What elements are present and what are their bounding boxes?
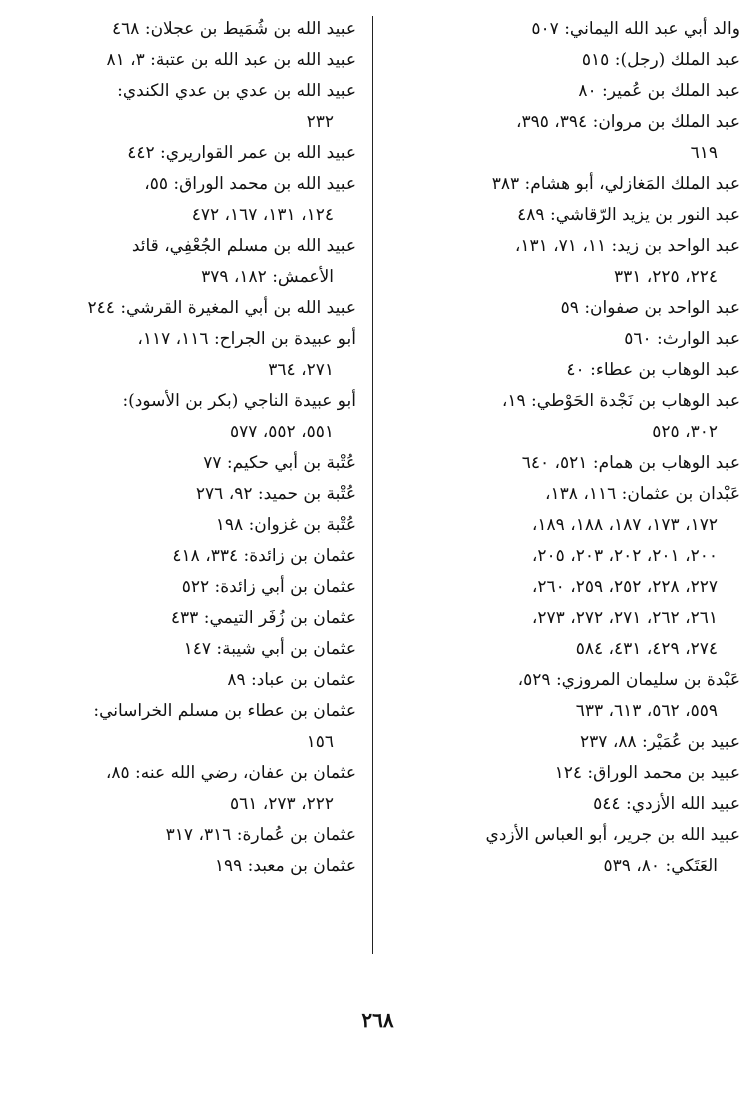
entry-continuation-line: ١٥٦ bbox=[306, 732, 334, 752]
entry-line: أبو عبيدة بن الجراح: ١١٦، ١١٧، bbox=[137, 329, 356, 349]
entry-line: عبيد الله الأزدي: ٥٤٤ bbox=[593, 794, 740, 814]
index-entry bbox=[78, 138, 356, 169]
index-entry bbox=[388, 76, 740, 107]
entry-line: عبيد الله بن محمد الوراق: ٥٥، bbox=[144, 174, 356, 194]
index-entry bbox=[78, 634, 356, 665]
column-divider bbox=[372, 16, 373, 954]
entry-line: والد أبي عبد الله اليماني: ٥٠٧ bbox=[531, 19, 740, 39]
index-entry bbox=[78, 820, 356, 851]
entry-line: عبد النور بن يزيد الرّقاشي: ٤٨٩ bbox=[517, 205, 740, 225]
entry-line: عُتْبة بن غزوان: ١٩٨ bbox=[215, 515, 356, 535]
index-entry bbox=[78, 448, 356, 479]
entry-line: عبد الملك بن عُمير: ٨٠ bbox=[578, 81, 740, 101]
entry-line: عبيد الله بن عمر القواريري: ٤٤٢ bbox=[127, 143, 356, 163]
index-entry bbox=[78, 76, 356, 138]
entry-line: عبد الواحد بن صفوان: ٥٩ bbox=[560, 298, 740, 318]
entry-continuation-line: ٢٧٤، ٤٢٩، ٤٣١، ٥٨٤ bbox=[575, 639, 718, 659]
index-entry bbox=[78, 603, 356, 634]
entry-line: عبد الملك (رجل): ٥١٥ bbox=[581, 50, 740, 70]
index-entry bbox=[78, 386, 356, 448]
entry-continuation-line: الأعمش: ١٨٢، ٣٧٩ bbox=[201, 267, 334, 287]
index-entry bbox=[388, 758, 740, 789]
entry-line: عبيد بن عُمَيْر: ٨٨، ٢٣٧ bbox=[580, 732, 740, 752]
entry-line: عبد الوهاب بن همام: ٥٢١، ٦٤٠ bbox=[521, 453, 740, 473]
entry-continuation-line: ٢٢٤، ٢٢٥، ٣٣١ bbox=[614, 267, 718, 287]
entry-line: عبيد الله بن جرير، أبو العباس الأزدي bbox=[485, 825, 740, 845]
entry-line: عبد الواحد بن زيد: ١١، ٧١، ١٣١، bbox=[514, 236, 740, 256]
index-entry bbox=[388, 107, 740, 169]
entry-line: عثمان بن أبي شيبة: ١٤٧ bbox=[183, 639, 356, 659]
entry-line: عَبْدان بن عثمان: ١١٦، ١٣٨، bbox=[545, 484, 740, 504]
entry-line: عثمان بن عُمارة: ٣١٦، ٣١٧ bbox=[165, 825, 356, 845]
entry-line: عبيد بن محمد الوراق: ١٢٤ bbox=[554, 763, 740, 783]
index-entry bbox=[388, 448, 740, 479]
index-entry bbox=[388, 479, 740, 665]
index-entry bbox=[388, 231, 740, 293]
index-entry bbox=[78, 45, 356, 76]
entry-continuation-line: ٢٣٢ bbox=[306, 112, 334, 132]
index-entry bbox=[388, 665, 740, 727]
index-column-right bbox=[388, 14, 740, 882]
entry-line: عبد الملك المَغازلي، أبو هشام: ٣٨٣ bbox=[491, 174, 740, 194]
index-column-left bbox=[78, 14, 356, 882]
entry-line: عثمان بن عباد: ٨٩ bbox=[227, 670, 356, 690]
entry-continuation-line: ٢٠٠، ٢٠١، ٢٠٢، ٢٠٣، ٢٠٥، bbox=[531, 546, 718, 566]
entry-continuation-line: ٥٥١، ٥٥٢، ٥٧٧ bbox=[230, 422, 334, 442]
entry-continuation-line: ٢٧١، ٣٦٤ bbox=[268, 360, 334, 380]
entry-line: عبيد الله بن عبد الله بن عتبة: ٣، ٨١ bbox=[106, 50, 356, 70]
index-entry bbox=[78, 696, 356, 758]
entry-continuation-line: ٢٢٧، ٢٢٨، ٢٥٢، ٢٥٩، ٢٦٠، bbox=[531, 577, 718, 597]
index-entry bbox=[388, 200, 740, 231]
index-entry bbox=[78, 293, 356, 324]
entry-line: عَبْدة بن سليمان المروزي: ٥٢٩، bbox=[517, 670, 740, 690]
index-entry bbox=[78, 541, 356, 572]
entry-line: عثمان بن معبد: ١٩٩ bbox=[214, 856, 356, 876]
entry-line: عبد الوهاب بن نَجْدة الحَوْطي: ١٩، bbox=[501, 391, 740, 411]
entry-line: عبيد الله بن أبي المغيرة القرشي: ٢٤٤ bbox=[87, 298, 356, 318]
index-entry bbox=[388, 324, 740, 355]
index-entry bbox=[388, 820, 740, 882]
index-entry bbox=[78, 572, 356, 603]
index-entry bbox=[388, 789, 740, 820]
entry-continuation-line: ٣٠٢، ٥٢٥ bbox=[652, 422, 718, 442]
index-entry bbox=[78, 758, 356, 820]
index-entry bbox=[78, 665, 356, 696]
index-entry bbox=[388, 14, 740, 45]
entry-line: عبد الوارث: ٥٦٠ bbox=[624, 329, 740, 349]
entry-line: عثمان بن أبي زائدة: ٥٢٢ bbox=[181, 577, 356, 597]
index-entry bbox=[78, 324, 356, 386]
entry-line: عبد الوهاب بن عطاء: ٤٠ bbox=[566, 360, 740, 380]
entry-continuation-line: ١٧٢، ١٧٣، ١٨٧، ١٨٨، ١٨٩، bbox=[531, 515, 718, 535]
entry-continuation-line: ٢٦١، ٢٦٢، ٢٧١، ٢٧٢، ٢٧٣، bbox=[531, 608, 718, 628]
entry-continuation-line: ٢٢٢، ٢٧٣، ٥٦١ bbox=[230, 794, 334, 814]
entry-line: عبد الملك بن مروان: ٣٩٤، ٣٩٥، bbox=[515, 112, 740, 132]
entry-line: عثمان بن عفان، رضي الله عنه: ٨٥، bbox=[105, 763, 356, 783]
entry-line: عثمان بن زُفَر التيمي: ٤٣٣ bbox=[170, 608, 356, 628]
entry-line: عبيد الله بن عدي بن عدي الكندي: bbox=[117, 81, 356, 101]
index-entry bbox=[78, 231, 356, 293]
entry-continuation-line: ١٢٤، ١٣١، ١٦٧، ٤٧٢ bbox=[191, 205, 334, 225]
entry-line: عُتْبة بن حميد: ٩٢، ٢٧٦ bbox=[195, 484, 356, 504]
index-entry bbox=[388, 727, 740, 758]
index-entry bbox=[388, 45, 740, 76]
index-entry bbox=[388, 386, 740, 448]
entry-continuation-line: ٦١٩ bbox=[690, 143, 718, 163]
entry-line: عبيد الله بن شُمَيط بن عجلان: ٤٦٨ bbox=[112, 19, 356, 39]
index-entry bbox=[388, 355, 740, 386]
entry-line: عثمان بن زائدة: ٣٣٤، ٤١٨ bbox=[172, 546, 356, 566]
index-entry bbox=[78, 851, 356, 882]
entry-continuation-line: العَتَكي: ٨٠، ٥٣٩ bbox=[603, 856, 718, 876]
entry-line: أبو عبيدة الناجي (بكر بن الأسود): bbox=[122, 391, 356, 411]
entry-line: عُتْبة بن أبي حكيم: ٧٧ bbox=[203, 453, 356, 473]
page-number: ٢٦٨ bbox=[361, 1008, 394, 1032]
entry-line: عثمان بن عطاء بن مسلم الخراساني: bbox=[93, 701, 356, 721]
index-entry bbox=[388, 169, 740, 200]
entry-continuation-line: ٥٥٩، ٥٦٢، ٦١٣، ٦٣٣ bbox=[575, 701, 718, 721]
entry-line: عبيد الله بن مسلم الجُعْفِي، قائد bbox=[131, 236, 356, 256]
index-entry bbox=[78, 479, 356, 510]
index-entry bbox=[78, 169, 356, 231]
index-entry bbox=[388, 293, 740, 324]
index-entry bbox=[78, 14, 356, 45]
index-entry bbox=[78, 510, 356, 541]
